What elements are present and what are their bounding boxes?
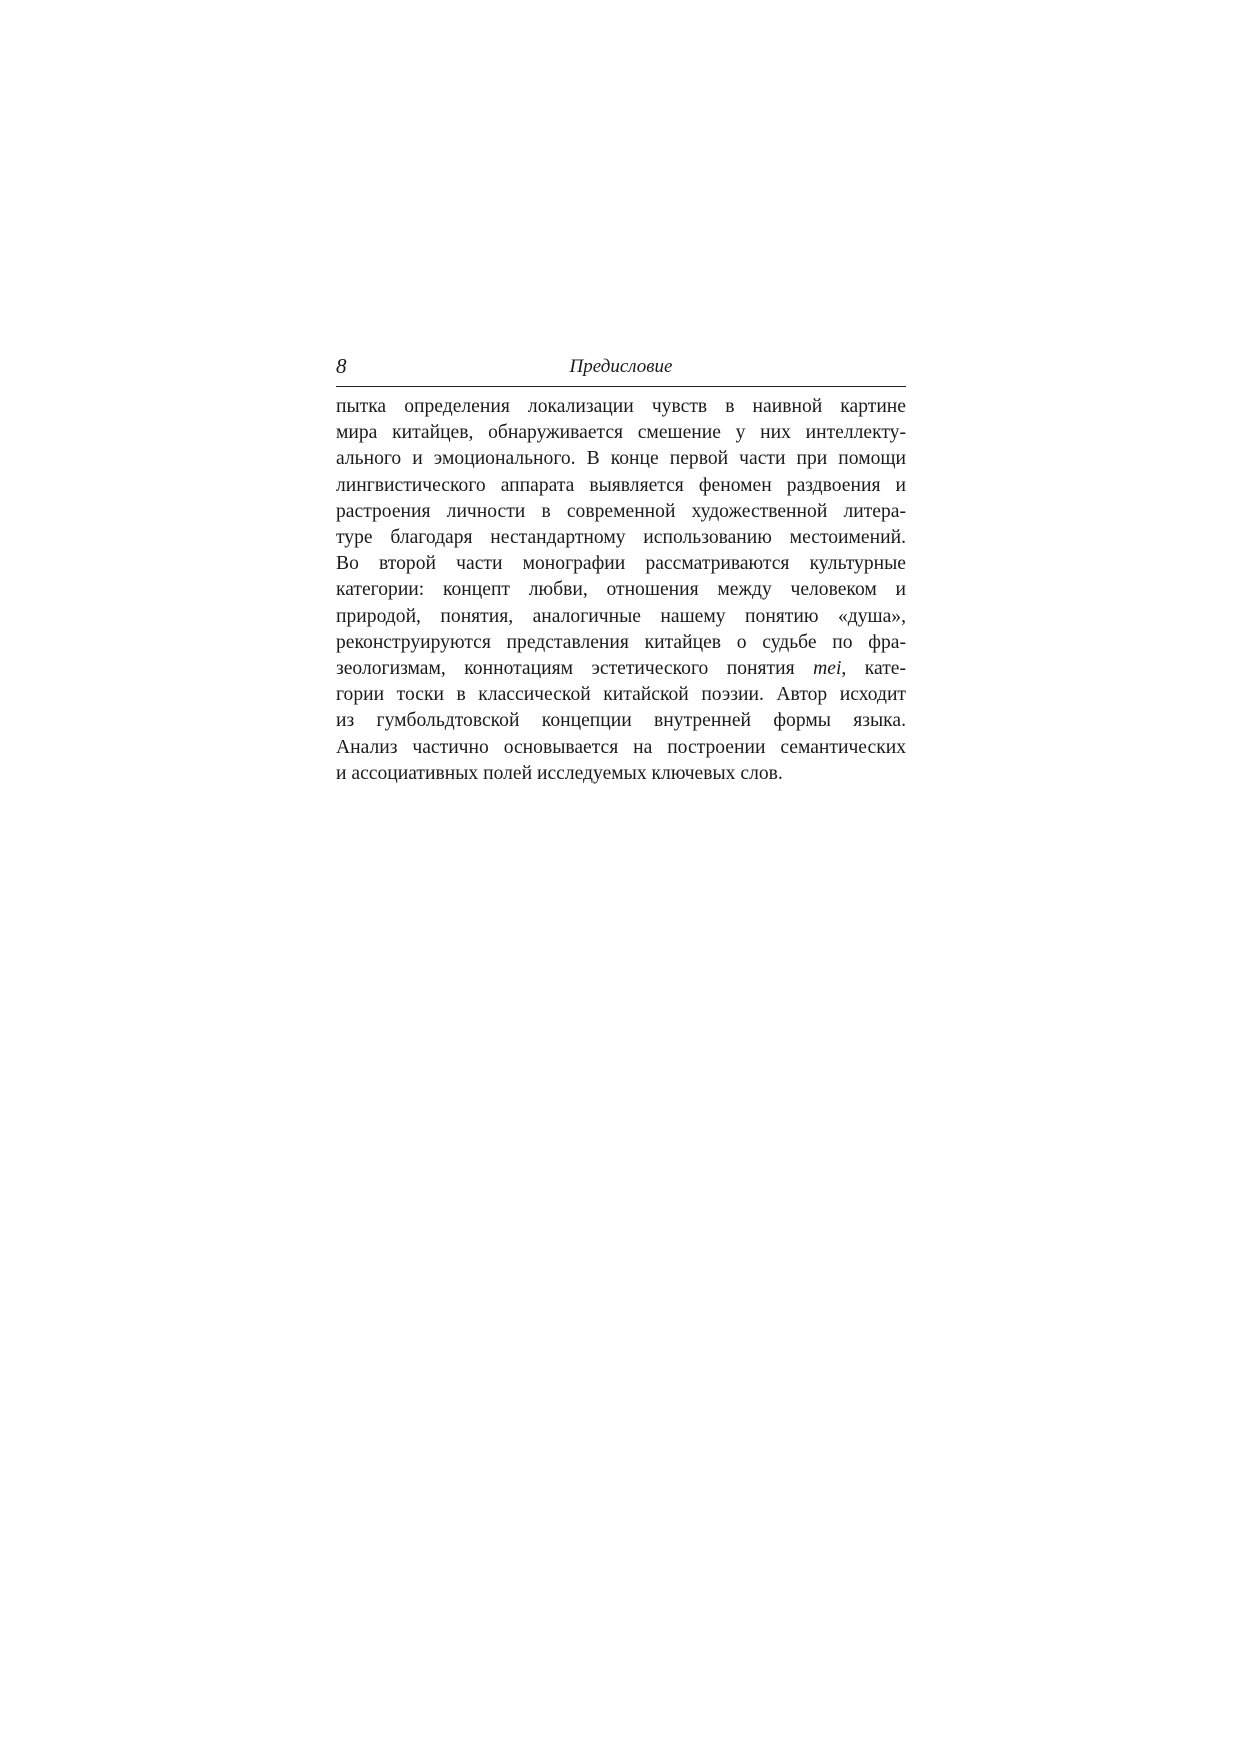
text-line: гории тоски в классической китайской поэзии. Автор исходит xyxy=(336,684,906,706)
text-line: туре благодаря нестандартному использованию местоимений. xyxy=(336,527,906,549)
page-content xyxy=(336,352,906,787)
text-line: пытка определения локализации чувств в наивной картине xyxy=(336,396,906,417)
text-line: лингвистического аппарата выявляется феномен раздвоения и xyxy=(336,474,906,496)
text-segment: , кате- xyxy=(841,658,906,680)
text-line xyxy=(336,656,906,682)
body-paragraph xyxy=(336,394,906,787)
text-segment: зеологизмам, коннотациям эстетического понятия xyxy=(336,658,814,680)
text-line: из гумбольдтовской концепции внутренней формы языка. xyxy=(336,710,906,732)
text-line: Анализ частично основывается на построении семантических xyxy=(336,736,906,758)
text-line: природой, понятия, аналогичные нашему понятию «душа», xyxy=(336,605,906,627)
text-line: Во второй части монографии рассматриваются культурные xyxy=(336,553,906,575)
italic-term: mei xyxy=(813,658,842,680)
running-title: Предисловие xyxy=(569,356,673,377)
text-line: реконструируются представления китайцев о судьбе по фра- xyxy=(336,631,906,653)
text-line: ального и эмоционального. В конце первой части при помощи xyxy=(336,448,906,470)
text-line: мира китайцев, обнаруживается смешение у них интеллекту- xyxy=(336,422,906,444)
text-line: категории: концепт любви, отношения между человеком и xyxy=(336,579,906,601)
text-line: растроения личности в современной художественной литера- xyxy=(336,500,906,522)
page-number: 8 xyxy=(336,354,347,378)
text-line: и ассоциативных полей исследуемых ключевых слов. xyxy=(336,762,783,784)
running-head xyxy=(336,352,906,387)
